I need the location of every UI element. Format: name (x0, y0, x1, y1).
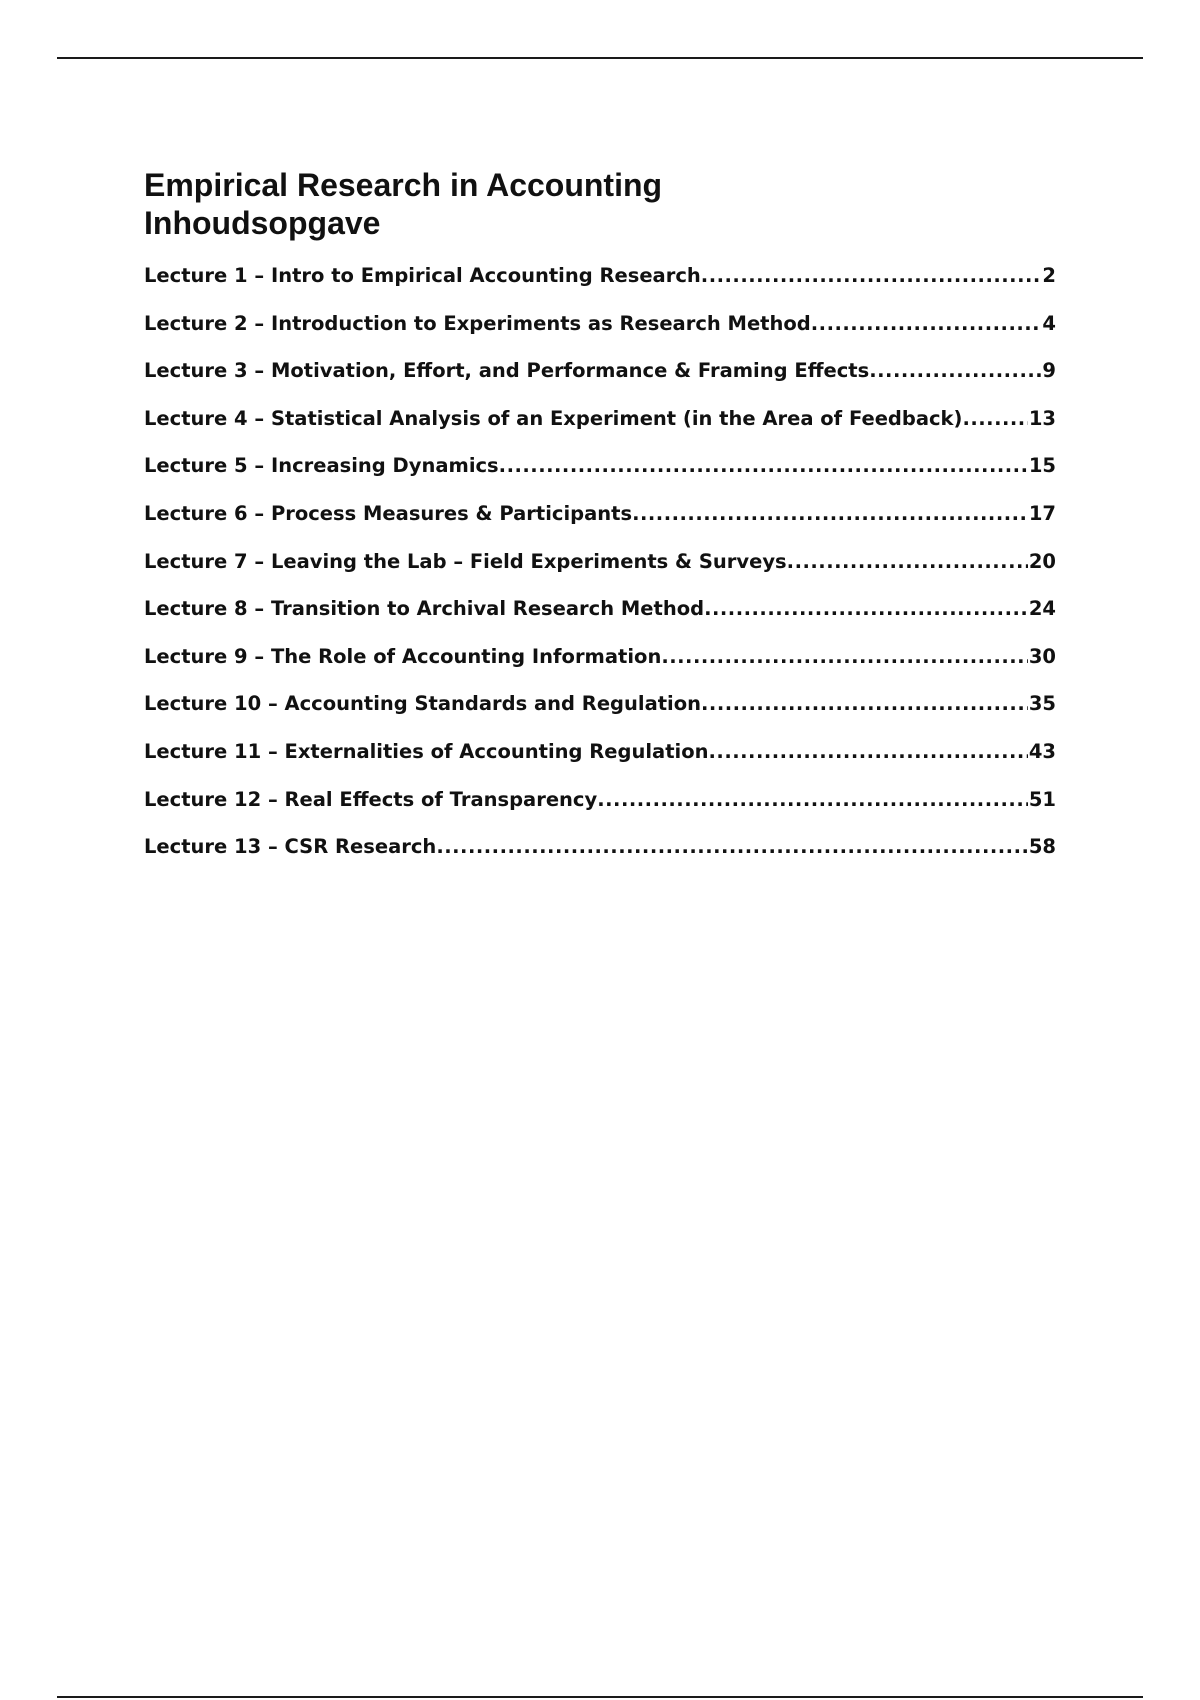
toc-entry-label: Lecture 3 – Motivation, Effort, and Performance & Framing Effects (144, 359, 870, 383)
toc-entry-page: 35 (1028, 692, 1056, 716)
toc-dot-leader (709, 740, 1028, 763)
toc-dot-leader (869, 359, 1041, 382)
toc-entry-page: 51 (1028, 787, 1056, 811)
toc-entry-label: Lecture 9 – The Role of Accounting Information (144, 644, 662, 668)
toc-entry-lecture-4[interactable] (144, 407, 1056, 455)
toc-dot-leader (632, 502, 1028, 525)
toc-dot-leader (436, 835, 1028, 858)
page-content (144, 166, 1056, 883)
toc-dot-leader (962, 407, 1027, 430)
toc-entry-page: 20 (1028, 549, 1056, 573)
toc-entry-lecture-5[interactable] (144, 454, 1056, 502)
toc-entry-label: Lecture 6 – Process Measures & Participants (144, 501, 633, 525)
toc-entry-lecture-9[interactable] (144, 645, 1056, 693)
toc-entry-label: Lecture 7 – Leaving the Lab – Field Experiments & Surveys (144, 549, 787, 573)
toc-entry-page: 43 (1028, 739, 1056, 763)
toc-entry-label: Lecture 13 – CSR Research (144, 835, 437, 859)
toc-heading: Inhoudsopgave (144, 205, 381, 241)
toc-entry-lecture-7[interactable] (144, 550, 1056, 598)
toc-dot-leader (597, 788, 1028, 811)
toc-entry-lecture-12[interactable] (144, 788, 1056, 836)
toc-entry-label: Lecture 12 – Real Effects of Transparency (144, 787, 598, 811)
toc-entry-label: Lecture 1 – Intro to Empirical Accounting Research (144, 264, 701, 287)
toc-entry-lecture-1[interactable] (144, 264, 1056, 312)
toc-entry-lecture-10[interactable] (144, 692, 1056, 740)
toc-entry-lecture-13[interactable] (144, 835, 1056, 883)
toc-dot-leader (661, 645, 1028, 668)
header-rule (57, 57, 1143, 59)
toc-entry-label: Lecture 2 – Introduction to Experiments as Research Method (144, 311, 811, 335)
toc-entry-page: 2 (1042, 264, 1056, 287)
toc-entry-label: Lecture 8 – Transition to Archival Research Method (144, 597, 705, 621)
toc-entry-page: 9 (1042, 359, 1056, 383)
toc-entry-page: 58 (1028, 835, 1056, 859)
toc-dot-leader (787, 550, 1028, 573)
toc-entry-label: Lecture 4 – Statistical Analysis of an Experiment (in the Area of Feedback) (144, 406, 963, 430)
toc-entry-lecture-8[interactable] (144, 597, 1056, 645)
toc-entry-page: 17 (1028, 501, 1056, 525)
toc-dot-leader (701, 264, 1042, 287)
toc-entry-lecture-6[interactable] (144, 502, 1056, 550)
toc-dot-leader (701, 692, 1028, 715)
toc-entry-page: 30 (1028, 644, 1056, 668)
toc-dot-leader (704, 597, 1028, 620)
toc-entry-lecture-2[interactable] (144, 312, 1056, 360)
toc-entry-lecture-3[interactable] (144, 359, 1056, 407)
toc-entry-page: 24 (1028, 597, 1056, 621)
toc-entry-lecture-11[interactable] (144, 740, 1056, 788)
toc-entry-label: Lecture 10 – Accounting Standards and Regulation (144, 692, 702, 716)
toc-entry-label: Lecture 5 – Increasing Dynamics (144, 454, 499, 478)
toc-entry-page: 15 (1028, 454, 1056, 478)
toc-dot-leader (811, 312, 1042, 335)
toc-dot-leader (499, 454, 1028, 477)
toc-entry-label: Lecture 11 – Externalities of Accounting Regulation (144, 739, 709, 763)
toc-entry-page: 13 (1028, 406, 1056, 430)
table-of-contents (144, 264, 1056, 883)
document-title: Empirical Research in Accounting (144, 167, 663, 203)
footer-rule (57, 1696, 1143, 1698)
toc-entry-page: 4 (1042, 311, 1056, 335)
